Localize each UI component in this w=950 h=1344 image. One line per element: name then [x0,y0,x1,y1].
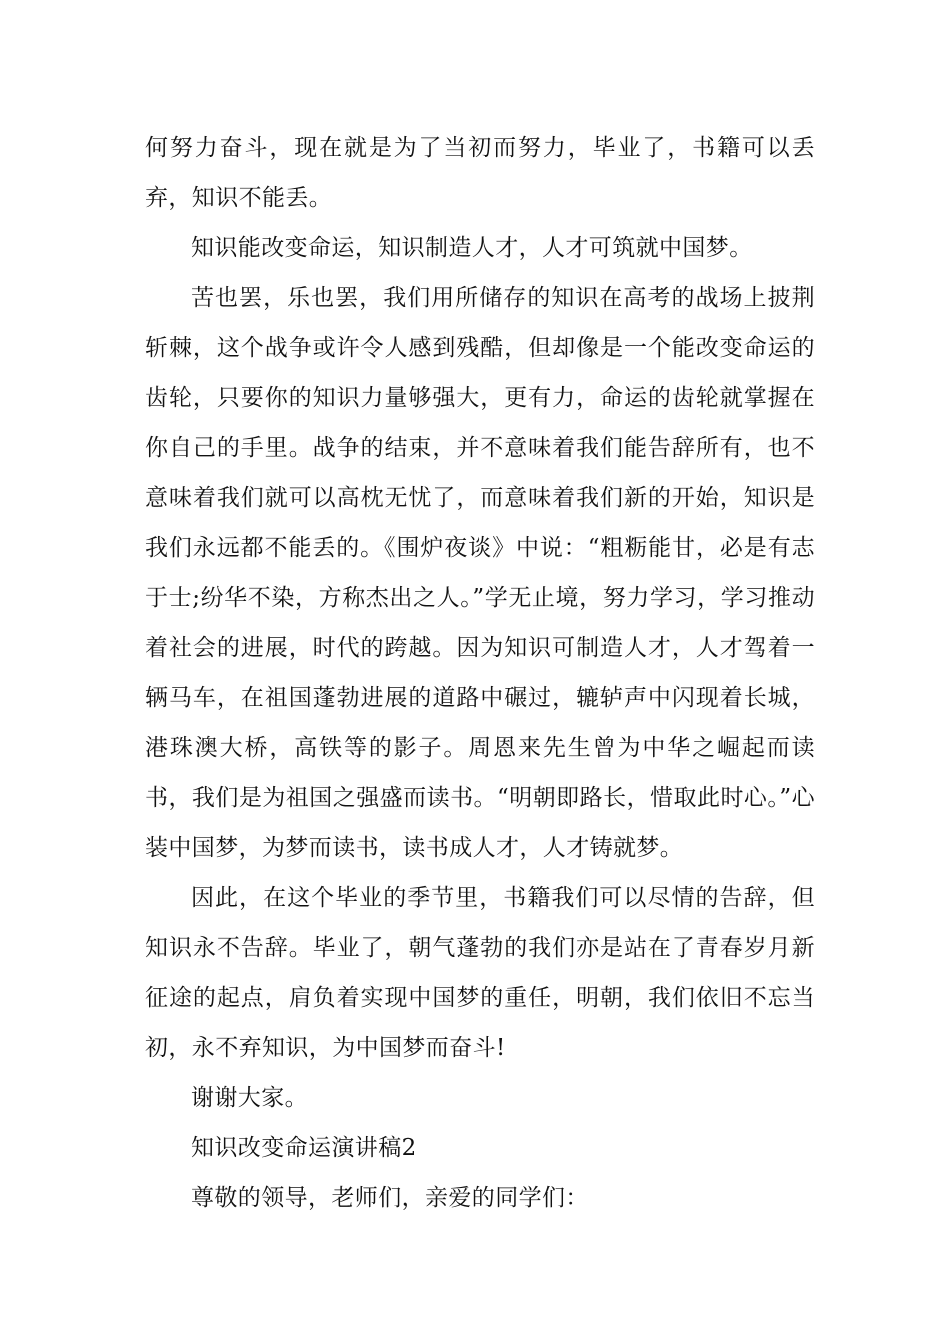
paragraph-1: 何努力奋斗，现在就是为了当初而努力，毕业了，书籍可以丢弃，知识不能丢。 [145,135,815,211]
paragraph-3: 苦也罢，乐也罢，我们用所储存的知识在高考的战场上披荆斩棘，这个战争或许令人感到残酷，但却像是一个能改变命运的齿轮，只要你的知识力量够强大，更有力，命运的齿轮就掌握在你自己的手里。战争的结束，并不意味着我们能告辞所有，也不意味着我们就可以高枕无忧了，而意味着我们新的开始，知识是我们永远都不能丢的。《围炉夜谈》中说：“粗粝能甘，必是有志于士;纷华不染，方称杰出之人。”学无止境，努力学习，学习推动着社会的进展，时代的跨越。因为知识可制造人才，人才驾着一辆马车，在祖国蓬勃进展的道路中碾过，辘轳声中闪现着长城，港珠澳大桥，高铁等的影子。周恩来先生曾为中华之崛起而读书，我们是为祖国之强盛而读书。“明朝即路长，惜取此时心。”心装中国梦，为梦而读书，读书成人才，人才铸就梦。 [145,285,815,861]
paragraph-4: 因此，在这个毕业的季节里，书籍我们可以尽情的告辞，但知识永不告辞。毕业了，朝气蓬勃的我们亦是站在了青春岁月新征途的起点，肩负着实现中国梦的重任，明朝，我们依旧不忘当初，永不弃知识，为中国梦而奋斗! [145,885,815,1061]
paragraph-5: 谢谢大家。 [191,1085,308,1111]
section-title: 知识改变命运演讲稿2 [191,1135,417,1161]
paragraph-2: 知识能改变命运，知识制造人才，人才可筑就中国梦。 [191,235,753,261]
document-body [145,123,815,1223]
salutation: 尊敬的领导，老师们，亲爱的同学们： [191,1185,589,1211]
